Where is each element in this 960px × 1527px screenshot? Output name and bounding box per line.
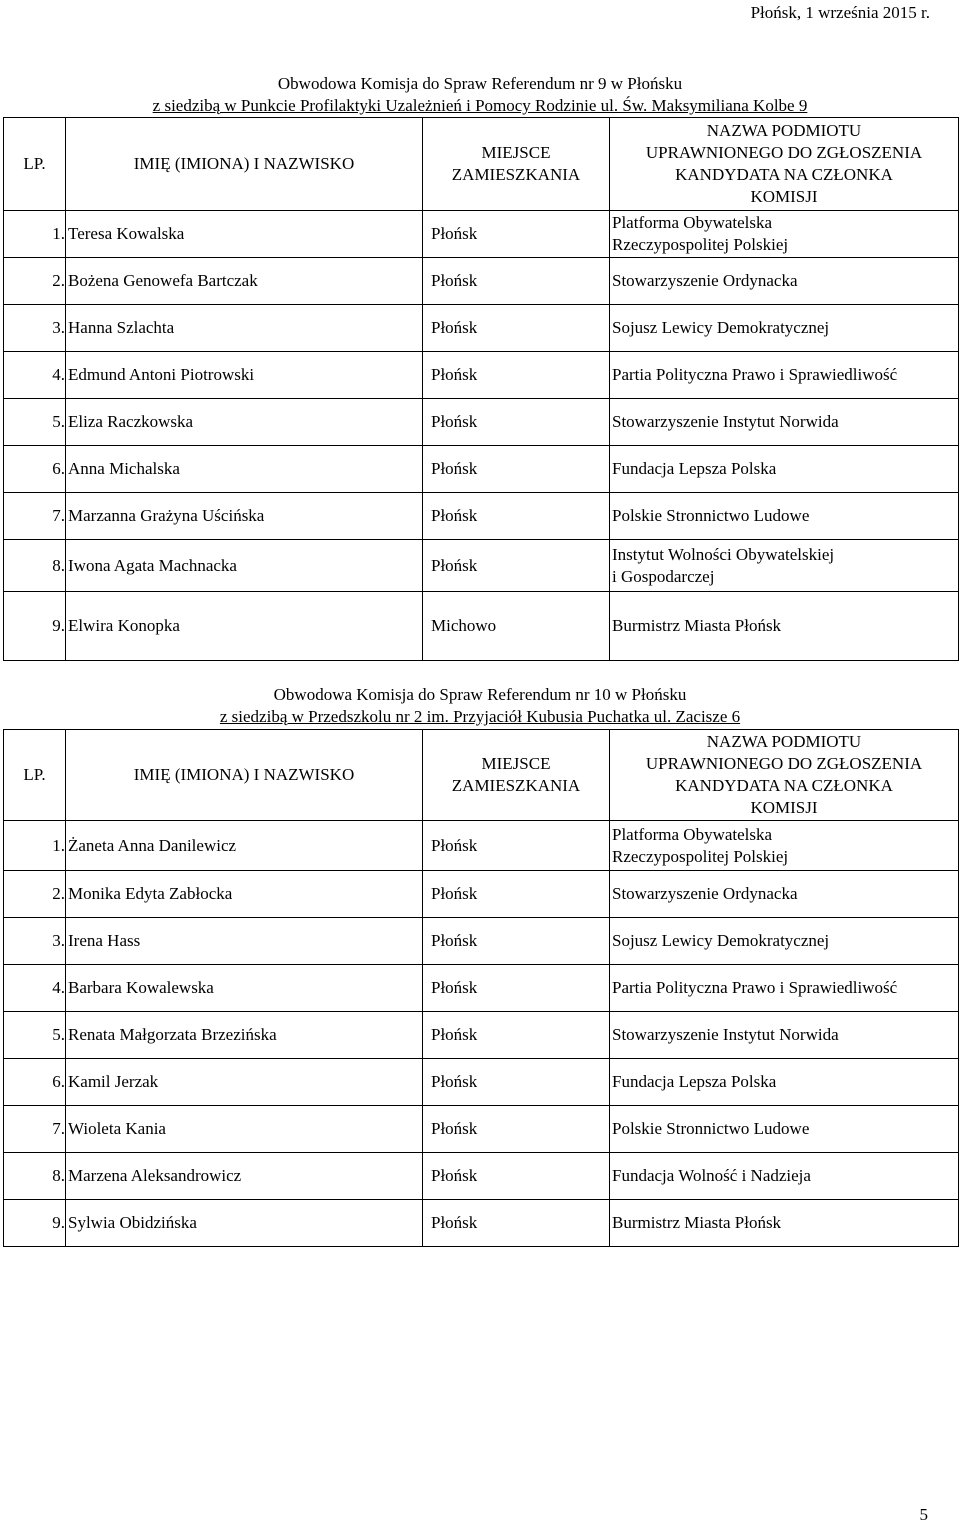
table-row xyxy=(4,493,959,540)
member-name: Marzanna Grażyna Uścińska xyxy=(66,493,423,540)
table-row xyxy=(4,1106,959,1153)
member-nominating-entity: Platforma Obywatelska Rzeczypospolitej Polskiej xyxy=(610,211,959,258)
member-number: 8. xyxy=(4,1153,66,1200)
member-residence: Płońsk xyxy=(423,1200,610,1247)
members-table-10 xyxy=(3,729,959,1247)
member-number: 3. xyxy=(4,305,66,352)
page-number: 5 xyxy=(919,1505,928,1524)
member-number: 1. xyxy=(4,211,66,258)
member-nominating-entity: Polskie Stronnictwo Ludowe xyxy=(610,493,959,540)
member-number: 9. xyxy=(4,1200,66,1247)
table-row xyxy=(4,1153,959,1200)
col-org-header: NAZWA PODMIOTU UPRAWNIONEGO DO ZGŁOSZENIA KANDYDATA NA CZŁONKA KOMISJI xyxy=(610,118,959,211)
member-residence: Płońsk xyxy=(423,493,610,540)
member-number: 4. xyxy=(4,965,66,1012)
member-name: Anna Michalska xyxy=(66,446,423,493)
table-row xyxy=(4,211,959,258)
member-residence: Płońsk xyxy=(423,965,610,1012)
member-name: Renata Małgorzata Brzezińska xyxy=(66,1012,423,1059)
table-row xyxy=(4,258,959,305)
member-residence: Płońsk xyxy=(423,211,610,258)
member-number: 2. xyxy=(4,258,66,305)
member-residence: Płońsk xyxy=(423,1012,610,1059)
member-name: Marzena Aleksandrowicz xyxy=(66,1153,423,1200)
member-residence: Płońsk xyxy=(423,1106,610,1153)
member-residence: Płońsk xyxy=(423,821,610,871)
member-nominating-entity: Stowarzyszenie Instytut Norwida xyxy=(610,399,959,446)
member-name: Bożena Genowefa Bartczak xyxy=(66,258,423,305)
table-row xyxy=(4,1012,959,1059)
member-residence: Płońsk xyxy=(423,871,610,918)
table-row xyxy=(4,592,959,661)
members-table-9 xyxy=(3,117,959,661)
member-number: 8. xyxy=(4,540,66,592)
member-residence: Płońsk xyxy=(423,399,610,446)
member-residence: Michowo xyxy=(423,592,610,661)
member-nominating-entity: Polskie Stronnictwo Ludowe xyxy=(610,1106,959,1153)
table-row xyxy=(4,965,959,1012)
member-name: Barbara Kowalewska xyxy=(66,965,423,1012)
member-nominating-entity: Fundacja Wolność i Nadzieja xyxy=(610,1153,959,1200)
member-nominating-entity: Instytut Wolności Obywatelskiej i Gospodarczej xyxy=(610,540,959,592)
commission-title: Obwodowa Komisja do Spraw Referendum nr 9 w Płońsku xyxy=(277,74,683,93)
col-lp-header: LP. xyxy=(4,118,66,211)
col-org-header: NAZWA PODMIOTU UPRAWNIONEGO DO ZGŁOSZENIA KANDYDATA NA CZŁONKA KOMISJI xyxy=(610,730,959,821)
commission-heading-10 xyxy=(0,684,960,728)
document-date: Płońsk, 1 września 2015 r. xyxy=(750,3,930,22)
member-nominating-entity: Burmistrz Miasta Płońsk xyxy=(610,592,959,661)
member-number: 3. xyxy=(4,918,66,965)
table-row xyxy=(4,399,959,446)
member-name: Teresa Kowalska xyxy=(66,211,423,258)
member-name: Irena Hass xyxy=(66,918,423,965)
table-header-row xyxy=(4,118,959,211)
member-residence: Płońsk xyxy=(423,352,610,399)
member-residence: Płońsk xyxy=(423,258,610,305)
table-row xyxy=(4,1059,959,1106)
table-row xyxy=(4,821,959,871)
member-nominating-entity: Partia Polityczna Prawo i Sprawiedliwość xyxy=(610,352,959,399)
members-body-9 xyxy=(4,211,959,661)
member-name: Kamil Jerzak xyxy=(66,1059,423,1106)
col-name-header: IMIĘ (IMIONA) I NAZWISKO xyxy=(66,730,423,821)
member-number: 7. xyxy=(4,1106,66,1153)
member-name: Eliza Raczkowska xyxy=(66,399,423,446)
member-nominating-entity: Burmistrz Miasta Płońsk xyxy=(610,1200,959,1247)
commission-subtitle: z siedzibą w Punkcie Profilaktyki Uzależnień i Pomocy Rodzinie ul. Św. Maksymiliana Kolbe 9 xyxy=(152,96,808,115)
member-nominating-entity: Stowarzyszenie Ordynacka xyxy=(610,871,959,918)
col-place-header: MIEJSCE ZAMIESZKANIA xyxy=(423,118,610,211)
table-row xyxy=(4,1200,959,1247)
member-nominating-entity: Fundacja Lepsza Polska xyxy=(610,1059,959,1106)
member-number: 9. xyxy=(4,592,66,661)
member-nominating-entity: Sojusz Lewicy Demokratycznej xyxy=(610,918,959,965)
member-number: 6. xyxy=(4,446,66,493)
col-name-header: IMIĘ (IMIONA) I NAZWISKO xyxy=(66,118,423,211)
table-row xyxy=(4,540,959,592)
member-name: Monika Edyta Zabłocka xyxy=(66,871,423,918)
member-number: 1. xyxy=(4,821,66,871)
member-residence: Płońsk xyxy=(423,1059,610,1106)
member-name: Elwira Konopka xyxy=(66,592,423,661)
member-residence: Płońsk xyxy=(423,918,610,965)
table-row xyxy=(4,871,959,918)
commission-heading-9 xyxy=(0,73,960,117)
member-name: Sylwia Obidzińska xyxy=(66,1200,423,1247)
member-name: Wioleta Kania xyxy=(66,1106,423,1153)
members-body-10 xyxy=(4,821,959,1247)
member-nominating-entity: Stowarzyszenie Instytut Norwida xyxy=(610,1012,959,1059)
member-nominating-entity: Fundacja Lepsza Polska xyxy=(610,446,959,493)
table-row xyxy=(4,352,959,399)
member-nominating-entity: Platforma Obywatelska Rzeczypospolitej Polskiej xyxy=(610,821,959,871)
member-number: 2. xyxy=(4,871,66,918)
member-nominating-entity: Partia Polityczna Prawo i Sprawiedliwość xyxy=(610,965,959,1012)
member-name: Edmund Antoni Piotrowski xyxy=(66,352,423,399)
member-nominating-entity: Stowarzyszenie Ordynacka xyxy=(610,258,959,305)
member-number: 6. xyxy=(4,1059,66,1106)
commission-subtitle: z siedzibą w Przedszkolu nr 2 im. Przyjaciół Kubusia Puchatka ul. Zacisze 6 xyxy=(219,707,741,726)
member-residence: Płońsk xyxy=(423,305,610,352)
member-residence: Płońsk xyxy=(423,540,610,592)
table-row xyxy=(4,305,959,352)
member-nominating-entity: Sojusz Lewicy Demokratycznej xyxy=(610,305,959,352)
member-number: 4. xyxy=(4,352,66,399)
col-lp-header: LP. xyxy=(4,730,66,821)
member-residence: Płońsk xyxy=(423,446,610,493)
member-residence: Płońsk xyxy=(423,1153,610,1200)
table-row xyxy=(4,918,959,965)
member-name: Żaneta Anna Danilewicz xyxy=(66,821,423,871)
commission-title: Obwodowa Komisja do Spraw Referendum nr 10 w Płońsku xyxy=(273,685,687,704)
col-place-header: MIEJSCE ZAMIESZKANIA xyxy=(423,730,610,821)
member-number: 5. xyxy=(4,1012,66,1059)
member-name: Iwona Agata Machnacka xyxy=(66,540,423,592)
member-number: 7. xyxy=(4,493,66,540)
table-row xyxy=(4,446,959,493)
member-number: 5. xyxy=(4,399,66,446)
table-header-row xyxy=(4,730,959,821)
member-name: Hanna Szlachta xyxy=(66,305,423,352)
